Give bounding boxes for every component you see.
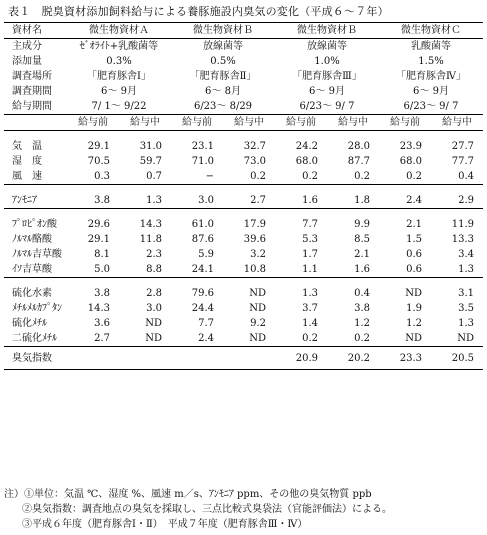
value: 0.2 — [354, 333, 370, 344]
notes — [4, 487, 392, 532]
value-cell — [223, 301, 275, 316]
value: ND — [249, 303, 266, 314]
value: 0.2 — [302, 333, 318, 344]
value-cell — [171, 232, 223, 247]
value-cell — [119, 217, 171, 232]
info-value: 6/23〜 9/ 7 — [275, 99, 379, 115]
info-value: 「肥育豚舎Ⅳ」 — [396, 71, 466, 82]
value: 3.4 — [458, 249, 474, 260]
value-cell — [379, 247, 431, 262]
value-cell — [275, 316, 327, 331]
info-value: 放線菌等 — [203, 41, 243, 52]
value-cell — [119, 154, 171, 169]
value: 73.0 — [243, 156, 266, 167]
info-row — [4, 39, 483, 55]
info-value: 「肥育豚舎Ⅱ」 — [189, 71, 257, 82]
value-cell — [275, 347, 327, 370]
row-label: 二硫化ﾒﾁﾙ — [4, 331, 67, 347]
value-cell — [223, 262, 275, 278]
value: 0.2 — [302, 171, 318, 182]
value-cell — [171, 247, 223, 262]
value: 27.7 — [451, 141, 474, 152]
material-name: 微生物資材Ｂ — [275, 23, 379, 39]
info-value: 乳酸菌等 — [411, 41, 451, 52]
value: 2.3 — [146, 249, 162, 260]
value-cell — [327, 217, 379, 232]
row-label: 添加量 — [12, 56, 42, 67]
row-label: 硫化水素 — [12, 288, 52, 299]
value-cell — [275, 217, 327, 232]
value: 8.5 — [354, 234, 370, 245]
value: 39.6 — [243, 234, 266, 245]
value-cell — [171, 331, 223, 347]
value-cell — [67, 193, 119, 209]
info-value: 放線菌等 — [307, 41, 347, 52]
info-value: 6/23〜 9/ 7 — [379, 99, 483, 115]
spacer — [4, 278, 483, 287]
value-cell — [431, 169, 483, 185]
value-cell — [171, 169, 223, 185]
value-cell — [431, 331, 483, 347]
value: 2.4 — [198, 333, 214, 344]
value: 7.7 — [198, 318, 214, 329]
value: ND — [145, 318, 162, 329]
info-value: 7/ 1〜 9/22 — [67, 99, 171, 115]
data-row — [4, 247, 483, 262]
info-value: 0.5% — [210, 56, 236, 67]
header-label: 資材名 — [4, 23, 67, 39]
value-cell — [119, 286, 171, 301]
data-row — [4, 217, 483, 232]
value: 2.8 — [146, 288, 162, 299]
value: − — [205, 171, 214, 182]
value-cell — [119, 247, 171, 262]
value: 29.6 — [87, 219, 110, 230]
value-cell — [119, 232, 171, 247]
value-cell — [327, 193, 379, 209]
table-title: 表１ 脱臭資材添加飼料給与による養豚施設内臭気の変化（平成６〜７年） — [8, 5, 389, 18]
value-cell — [379, 331, 431, 347]
value-cell — [223, 316, 275, 331]
value-cell — [327, 262, 379, 278]
value-cell — [223, 193, 275, 209]
value: 1.3 — [302, 288, 318, 299]
value-cell — [171, 217, 223, 232]
value: 3.2 — [250, 249, 266, 260]
row-label: 給与期間 — [4, 99, 67, 115]
value: 3.5 — [458, 303, 474, 314]
value-cell — [379, 154, 431, 169]
info-value: 6/23〜 8/29 — [171, 99, 275, 115]
value: 5.9 — [198, 249, 214, 260]
value-cell — [379, 301, 431, 316]
value: 20.5 — [451, 352, 474, 364]
value-cell — [275, 247, 327, 262]
row-label: 臭気指数 — [4, 347, 67, 370]
value: 3.0 — [146, 303, 162, 314]
value-cell — [379, 169, 431, 185]
value-cell — [275, 139, 327, 154]
spacer — [4, 185, 483, 194]
value-cell — [119, 316, 171, 331]
value-cell — [431, 139, 483, 154]
spacer-row — [4, 131, 483, 140]
value: 9.2 — [250, 318, 266, 329]
value: 23.9 — [399, 141, 422, 152]
material-name: 微生物資材Ｃ — [379, 23, 483, 39]
during-header: 給与中 — [223, 115, 275, 131]
value-cell — [171, 193, 223, 209]
value: 2.7 — [94, 333, 110, 344]
value-cell — [67, 154, 119, 169]
value: 1.4 — [302, 318, 318, 329]
value: 71.0 — [191, 156, 214, 167]
value: 13.3 — [451, 234, 474, 245]
info-value: 「肥育豚舎Ⅰ」 — [87, 71, 151, 82]
value: 2.9 — [458, 195, 474, 206]
info-value: ｾﾞｵﾗｲﾄ+乳酸菌等 — [79, 41, 159, 52]
value: 31.0 — [139, 141, 162, 152]
data-row — [4, 331, 483, 347]
odor-table — [4, 22, 483, 370]
value-cell — [379, 286, 431, 301]
value: 1.1 — [302, 264, 318, 275]
value: ND — [249, 333, 266, 344]
value-cell — [327, 232, 379, 247]
value: 0.6 — [406, 264, 422, 275]
row-label: ﾉﾙﾏﾙ吉草酸 — [12, 249, 62, 260]
value-cell — [431, 301, 483, 316]
value: 2.7 — [250, 195, 266, 206]
value: 1.8 — [354, 195, 370, 206]
value: 68.0 — [295, 156, 318, 167]
value: 0.4 — [458, 171, 474, 182]
value-cell — [431, 262, 483, 278]
during-header: 給与中 — [431, 115, 483, 131]
value-cell — [119, 139, 171, 154]
info-value: 「肥育豚舎Ⅲ」 — [292, 71, 362, 82]
value-cell — [327, 331, 379, 347]
value: 1.3 — [458, 318, 474, 329]
value-cell — [119, 347, 171, 370]
value-cell — [223, 286, 275, 301]
data-row — [4, 286, 483, 301]
value-cell — [67, 232, 119, 247]
value-cell — [67, 301, 119, 316]
value-cell — [223, 217, 275, 232]
row-label: 風 速 — [4, 169, 67, 185]
header-row — [4, 23, 483, 39]
value: 2.1 — [406, 219, 422, 230]
material-name: 微生物資材Ｂ — [171, 23, 275, 39]
value-cell — [379, 316, 431, 331]
value: 1.2 — [406, 318, 422, 329]
value: ND — [145, 333, 162, 344]
value-cell — [119, 262, 171, 278]
value: 1.2 — [354, 318, 370, 329]
note-3: ③平成６年度（肥育豚舎Ⅰ・Ⅱ） 平成７年度（肥育豚舎Ⅲ・Ⅳ） — [22, 519, 308, 530]
value-cell — [67, 217, 119, 232]
value: 20.2 — [347, 352, 370, 364]
value-cell — [171, 316, 223, 331]
value-cell — [171, 347, 223, 370]
value-cell — [275, 154, 327, 169]
info-row — [4, 99, 483, 115]
subheader-row — [4, 115, 483, 131]
note-1: 注）①単位：気温 ℃、湿度 %、風速 m／s、ｱﾝﾓﾆｱ ppm、その他の臭気物質 ppb — [4, 489, 372, 500]
value-cell — [379, 347, 431, 370]
value-cell — [223, 139, 275, 154]
empty-cell — [4, 115, 67, 131]
value-cell — [431, 154, 483, 169]
value-cell — [67, 347, 119, 370]
value-cell — [67, 286, 119, 301]
data-row — [4, 301, 483, 316]
row-label: ﾌﾟﾛﾋﾟｵﾝ酸 — [12, 219, 57, 230]
value-cell — [171, 301, 223, 316]
value: 11.9 — [451, 219, 474, 230]
value: 3.8 — [354, 303, 370, 314]
value: 1.7 — [302, 249, 318, 260]
value-cell — [275, 169, 327, 185]
value: 0.4 — [354, 288, 370, 299]
value-cell — [119, 193, 171, 209]
row-label: ｲｿ吉草酸 — [4, 262, 67, 278]
value-cell — [223, 232, 275, 247]
value-cell — [119, 301, 171, 316]
row-label: 湿 度 — [12, 156, 42, 167]
info-value: 6〜 8月 — [205, 86, 241, 97]
value-cell — [171, 262, 223, 278]
value-cell — [67, 316, 119, 331]
value: 29.1 — [87, 234, 110, 245]
odor-index-row — [4, 347, 483, 370]
value-cell — [171, 139, 223, 154]
value: 2.4 — [406, 195, 422, 206]
value: 68.0 — [399, 156, 422, 167]
value-cell — [327, 139, 379, 154]
value: 0.2 — [406, 171, 422, 182]
value-cell — [275, 262, 327, 278]
value: 14.3 — [87, 303, 110, 314]
value-cell — [379, 193, 431, 209]
value: 23.1 — [191, 141, 214, 152]
value: 9.9 — [354, 219, 370, 230]
spacer-row — [4, 278, 483, 287]
value: 1.3 — [458, 264, 474, 275]
value: 8.8 — [146, 264, 162, 275]
during-header: 給与中 — [119, 115, 171, 131]
value-cell — [275, 286, 327, 301]
row-label: 気 温 — [12, 141, 42, 152]
spacer — [4, 209, 483, 218]
data-row — [4, 232, 483, 247]
data-row — [4, 193, 483, 209]
value: 0.2 — [354, 171, 370, 182]
value: 5.3 — [302, 234, 318, 245]
value-cell — [431, 286, 483, 301]
value: 1.9 — [406, 303, 422, 314]
value: 20.9 — [295, 352, 318, 364]
value-cell — [431, 232, 483, 247]
value: 77.7 — [451, 156, 474, 167]
value-cell — [379, 217, 431, 232]
value-cell — [431, 193, 483, 209]
before-header: 給与前 — [171, 115, 223, 131]
value-cell — [327, 316, 379, 331]
value-cell — [327, 247, 379, 262]
value-cell — [67, 247, 119, 262]
value: ND — [405, 288, 422, 299]
row-label: 調査期間 — [12, 86, 52, 97]
value: 29.1 — [87, 141, 110, 152]
value-cell — [223, 331, 275, 347]
before-header: 給与前 — [379, 115, 431, 131]
value-cell — [431, 217, 483, 232]
data-row — [4, 262, 483, 278]
value: 1.3 — [146, 195, 162, 206]
value-cell — [67, 169, 119, 185]
value-cell — [223, 347, 275, 370]
value: 24.2 — [295, 141, 318, 152]
value-cell — [119, 331, 171, 347]
spacer-row — [4, 185, 483, 194]
info-value: 6〜 9月 — [101, 86, 137, 97]
value: 8.1 — [94, 249, 110, 260]
value-cell — [379, 232, 431, 247]
value-cell — [327, 169, 379, 185]
info-value: 6〜 9月 — [413, 86, 449, 97]
value: 70.5 — [87, 156, 110, 167]
value: ND — [249, 288, 266, 299]
value-cell — [327, 286, 379, 301]
value-cell — [223, 247, 275, 262]
before-header: 給与前 — [67, 115, 119, 131]
value: 11.8 — [139, 234, 162, 245]
value: 59.7 — [139, 156, 162, 167]
row-label: ﾒﾁﾙﾒﾙｶﾌﾟﾀﾝ — [12, 303, 62, 314]
material-name: 微生物資材Ａ — [67, 23, 171, 39]
value: 79.6 — [191, 288, 214, 299]
value-cell — [223, 169, 275, 185]
during-header: 給与中 — [327, 115, 379, 131]
row-label: ﾉﾙﾏﾙ酪酸 — [12, 234, 52, 245]
info-row — [4, 54, 483, 69]
value: 14.3 — [139, 219, 162, 230]
note-2: ②臭気指数：調査地点の臭気を採取し、三点比較式臭袋法（官能評価法）による。 — [22, 504, 392, 515]
value: 1.6 — [302, 195, 318, 206]
value-cell — [67, 139, 119, 154]
value-cell — [379, 139, 431, 154]
value: 3.1 — [458, 288, 474, 299]
value-cell — [327, 347, 379, 370]
value: 3.8 — [94, 288, 110, 299]
value: 2.1 — [354, 249, 370, 260]
value: 1.5 — [406, 234, 422, 245]
value-cell — [119, 169, 171, 185]
info-row — [4, 84, 483, 99]
info-value: 1.0% — [314, 56, 340, 67]
value-cell — [327, 301, 379, 316]
data-row — [4, 154, 483, 169]
value: 0.3 — [94, 171, 110, 182]
data-row — [4, 169, 483, 185]
value: 28.0 — [347, 141, 370, 152]
before-header: 給与前 — [275, 115, 327, 131]
value: 3.7 — [302, 303, 318, 314]
info-value: 0.3% — [106, 56, 132, 67]
value: 10.8 — [243, 264, 266, 275]
value-cell — [431, 316, 483, 331]
value-cell — [275, 301, 327, 316]
value-cell — [379, 262, 431, 278]
data-row — [4, 316, 483, 331]
data-row — [4, 139, 483, 154]
value: 7.7 — [302, 219, 318, 230]
value: 5.0 — [94, 264, 110, 275]
row-label: 調査場所 — [12, 71, 52, 82]
value-cell — [223, 154, 275, 169]
value-cell — [431, 247, 483, 262]
spacer-row — [4, 209, 483, 218]
row-label: ｱﾝﾓﾆｱ — [4, 193, 67, 209]
value: 23.3 — [399, 352, 422, 364]
value-cell — [67, 262, 119, 278]
row-label: 主成分 — [12, 41, 42, 52]
value: 61.0 — [191, 219, 214, 230]
spacer — [4, 131, 483, 140]
value-cell — [171, 286, 223, 301]
value: 87.7 — [347, 156, 370, 167]
value-cell — [327, 154, 379, 169]
value: 0.2 — [250, 171, 266, 182]
value: 3.8 — [94, 195, 110, 206]
value: 87.6 — [191, 234, 214, 245]
value-cell — [275, 232, 327, 247]
value: 1.6 — [354, 264, 370, 275]
value-cell — [275, 193, 327, 209]
value: 24.1 — [191, 264, 214, 275]
info-value: 1.5% — [418, 56, 444, 67]
value: ND — [405, 333, 422, 344]
value: 3.0 — [198, 195, 214, 206]
value-cell — [431, 347, 483, 370]
info-row — [4, 69, 483, 84]
row-label: 硫化ﾒﾁﾙ — [12, 318, 47, 329]
value: 32.7 — [243, 141, 266, 152]
value-cell — [67, 331, 119, 347]
value: 0.7 — [146, 171, 162, 182]
value: ND — [457, 333, 474, 344]
value: 0.6 — [406, 249, 422, 260]
value-cell — [171, 154, 223, 169]
value: 17.9 — [243, 219, 266, 230]
info-value: 6〜 9月 — [309, 86, 345, 97]
value: 3.6 — [94, 318, 110, 329]
value-cell — [275, 331, 327, 347]
value: 24.4 — [191, 303, 214, 314]
